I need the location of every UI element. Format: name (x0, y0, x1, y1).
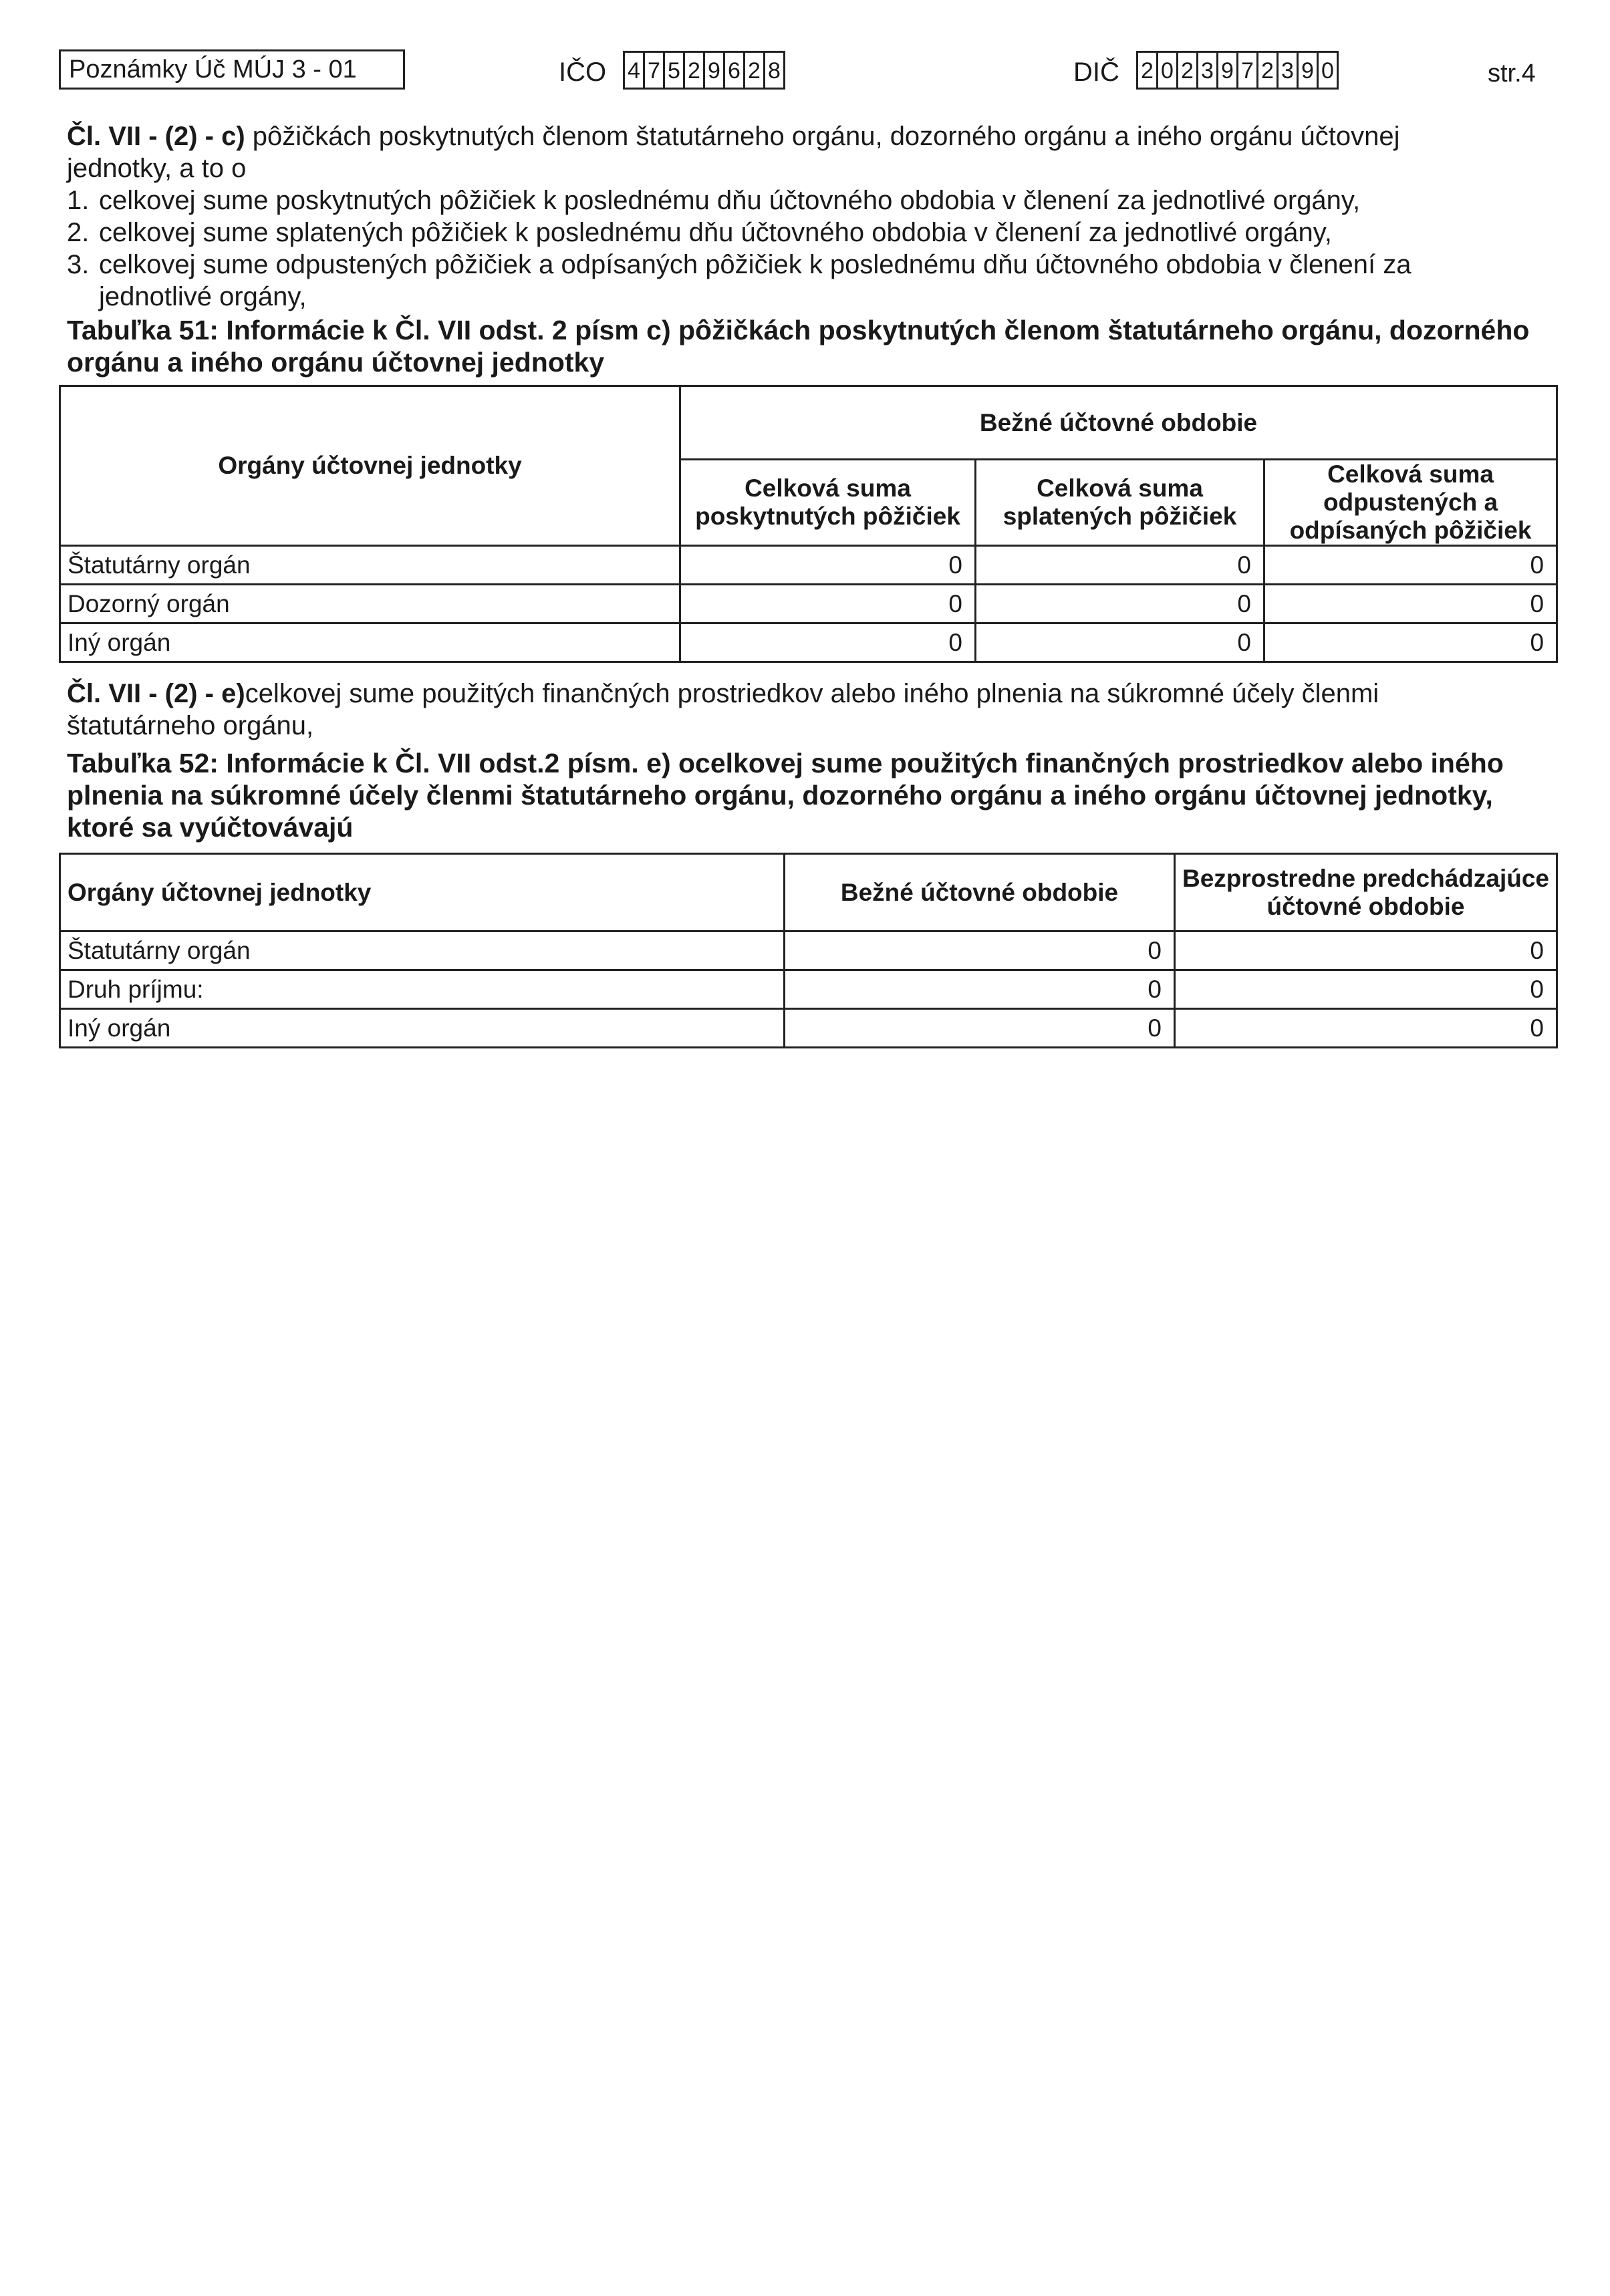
ico-label: IČO (559, 57, 607, 87)
row-label: Štatutárny orgán (60, 931, 785, 970)
table-row (60, 931, 1557, 970)
table51-col-forgiven: Celková suma odpustených a odpísaných pôžičiek (1264, 460, 1557, 546)
section1-heading-text: pôžičkách poskytnutých členom štatutárneho orgánu, dozorného orgánu a iného orgánu účtovnej jednotky, a to o (67, 122, 1400, 183)
row-label: Iný orgán (60, 623, 680, 662)
cell-value: 0 (1264, 546, 1557, 585)
list-item-text: celkovej sume poskytnutých pôžičiek k poslednému dňu účtovného obdobia v členení za jednotlivé orgány, (99, 186, 1361, 215)
ico-digit: 8 (763, 51, 785, 90)
dic-digit: 2 (1176, 51, 1198, 90)
section2-heading-text: celkovej sume použitých finančných prostriedkov alebo iného plnenia na súkromné účely členmi štatutárneho orgánu, (67, 679, 1379, 740)
cell-value: 0 (1175, 1009, 1557, 1048)
ico-digit: 2 (743, 51, 765, 90)
table52-col-current: Bežné účtovné obdobie (785, 854, 1175, 931)
table51-col-org: Orgány účtovnej jednotky (60, 386, 680, 546)
list-item-text: celkovej sume splatených pôžičiek k poslednému dňu účtovného obdobia v členení za jednotlivé orgány, (99, 218, 1332, 247)
ico-digit: 4 (623, 51, 645, 90)
dic-label: DIČ (1073, 57, 1119, 87)
cell-value: 0 (976, 585, 1264, 623)
cell-value: 0 (1264, 585, 1557, 623)
form-label: Poznámky Úč MÚJ 3 - 01 (59, 49, 405, 90)
table51-col-repaid: Celková suma splatených pôžičiek (976, 460, 1264, 546)
cell-value: 0 (785, 931, 1175, 970)
page-number: str.4 (1488, 59, 1536, 88)
dic-digit: 2 (1136, 51, 1158, 90)
table51-caption: Tabuľka 51: Informácie k Čl. VII odst. 2 písm c) pôžičkách poskytnutých členom štatutárneho orgánu, dozorného orgánu a iného orgánu účtovnej jednotky (67, 315, 1530, 378)
cell-value: 0 (1175, 931, 1557, 970)
cell-value: 0 (680, 585, 976, 623)
dic-digit: 7 (1236, 51, 1258, 90)
dic-digit: 9 (1297, 51, 1319, 90)
dic-digit: 0 (1156, 51, 1178, 90)
list-item (67, 184, 1484, 217)
table52-col-org: Orgány účtovnej jednotky (60, 854, 785, 931)
ico-digit: 9 (703, 51, 725, 90)
table-row (60, 1009, 1557, 1048)
table-row (60, 623, 1557, 662)
table52-caption: Tabuľka 52: Informácie k Čl. VII odst.2 písm. e) ocelkovej sume použitých finančných prostriedkov alebo iného plnenia na súkromné účely členmi štatutárneho orgánu, dozorného orgánu a iného orgánu účtovnej jednotky, ktoré sa vyúčtovávajú (67, 748, 1504, 843)
list-item-number: 1. (67, 186, 90, 215)
dic-digit: 3 (1277, 51, 1299, 90)
ico-digit: 7 (643, 51, 665, 90)
list-item-text: celkovej sume odpustených pôžičiek a odpísaných pôžičiek k poslednému dňu účtovného obdobia v členení za jednotlivé orgány, (99, 250, 1412, 311)
dic-digits (1136, 51, 1339, 94)
list-item (67, 217, 1484, 249)
cell-value: 0 (1175, 970, 1557, 1009)
cell-value: 0 (976, 623, 1264, 662)
section1-heading-bold: Čl. VII - (2) - c) (67, 122, 245, 151)
dic-digit: 2 (1256, 51, 1279, 90)
ico-digit: 6 (723, 51, 745, 90)
cell-value: 0 (785, 1009, 1175, 1048)
section2-heading-bold: Čl. VII - (2) - e) (67, 679, 245, 708)
ico-digit: 2 (683, 51, 705, 90)
table-row (60, 546, 1557, 585)
table51-group-header: Bežné účtovné obdobie (680, 386, 1557, 460)
ico-digit: 5 (663, 51, 685, 90)
list-item-number: 2. (67, 218, 90, 247)
table-row (60, 585, 1557, 623)
list-item-number: 3. (67, 250, 90, 279)
table51 (59, 385, 1558, 663)
section1 (67, 120, 1484, 313)
cell-value: 0 (680, 623, 976, 662)
ico-digits (623, 51, 785, 94)
dic-digit: 9 (1216, 51, 1238, 90)
list-item (67, 249, 1484, 313)
cell-value: 0 (785, 970, 1175, 1009)
row-label: Druh príjmu: (60, 970, 785, 1009)
cell-value: 0 (976, 546, 1264, 585)
row-label: Dozorný orgán (60, 585, 680, 623)
row-label: Štatutárny orgán (60, 546, 680, 585)
cell-value: 0 (1264, 623, 1557, 662)
row-label: Iný orgán (60, 1009, 785, 1048)
section1-heading (67, 120, 1484, 184)
dic-digit: 3 (1196, 51, 1218, 90)
dic-digit: 0 (1317, 51, 1339, 90)
cell-value: 0 (680, 546, 976, 585)
table52 (59, 853, 1558, 1048)
table51-col-provided: Celková suma poskytnutých pôžičiek (680, 460, 976, 546)
section2-heading (67, 678, 1484, 742)
table52-col-previous: Bezprostredne predchádzajúce účtovné obdobie (1175, 854, 1557, 931)
table-row (60, 970, 1557, 1009)
